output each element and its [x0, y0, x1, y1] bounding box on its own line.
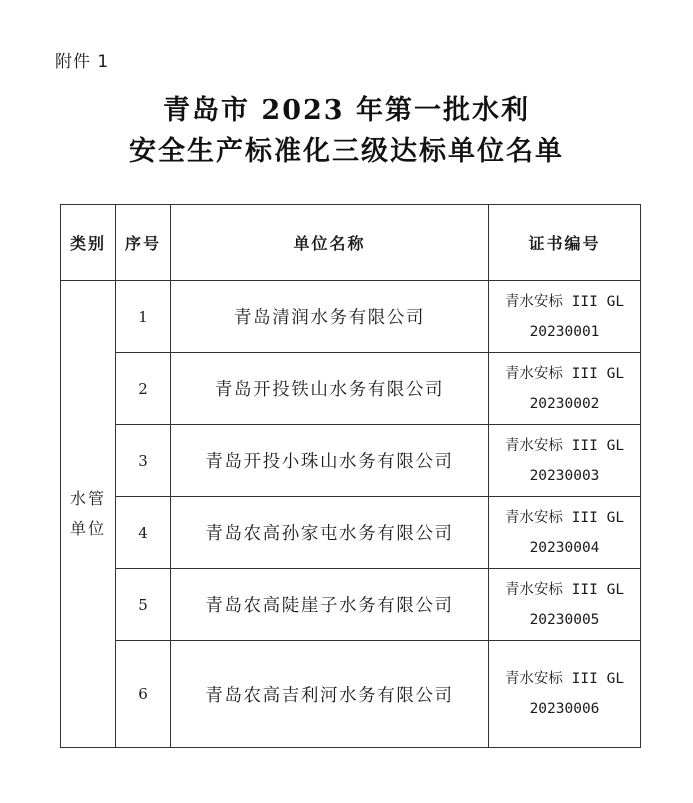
table-row [61, 569, 641, 641]
table-row [61, 497, 641, 569]
attachment-label: 附件 1 [55, 52, 110, 72]
cert-cell [489, 641, 641, 748]
seq-cell: 1 [116, 281, 171, 353]
unit-name-cell: 青岛清润水务有限公司 [171, 281, 489, 353]
seq-cell: 2 [116, 353, 171, 425]
category-line-1: 水管 [69, 489, 106, 508]
category-cell [61, 281, 116, 748]
header-unit-name: 单位名称 [171, 205, 489, 281]
document-title-line-2: 安全生产标准化三级达标单位名单 [129, 136, 564, 167]
unit-name-cell: 青岛开投铁山水务有限公司 [171, 353, 489, 425]
category-line-2: 单位 [69, 519, 106, 538]
cert-line-1: 青水安标 III GL [504, 509, 625, 526]
cert-cell [489, 497, 641, 569]
seq-cell: 3 [116, 425, 171, 497]
table-row [61, 281, 641, 353]
unit-name-cell: 青岛农高陡崖子水务有限公司 [171, 569, 489, 641]
cert-line-2: 20230004 [529, 539, 600, 556]
header-category: 类别 [61, 205, 116, 281]
cert-cell [489, 281, 641, 353]
cert-line-2: 20230006 [529, 701, 600, 717]
cert-cell [489, 569, 641, 641]
table-header-row [61, 205, 641, 281]
document-title-line-1: 青岛市 2023 年第一批水利 [163, 95, 530, 126]
cert-line-1: 青水安标 III GL [504, 293, 625, 310]
unit-list-table [60, 204, 641, 748]
cert-line-1: 青水安标 III GL [504, 365, 625, 382]
cert-line-2: 20230001 [529, 323, 600, 340]
cert-line-1: 青水安标 III GL [504, 671, 625, 687]
cert-cell [489, 425, 641, 497]
cert-line-2: 20230005 [529, 611, 600, 628]
seq-cell: 6 [116, 641, 171, 748]
unit-name-cell: 青岛农高吉利河水务有限公司 [171, 641, 489, 748]
cert-cell [489, 353, 641, 425]
table-row [61, 641, 641, 748]
cert-line-1: 青水安标 III GL [504, 581, 625, 598]
cert-line-2: 20230003 [529, 467, 600, 484]
header-cert-number: 证书编号 [489, 205, 641, 281]
cert-line-2: 20230002 [529, 395, 600, 412]
seq-cell: 4 [116, 497, 171, 569]
cert-line-1: 青水安标 III GL [504, 437, 625, 454]
unit-name-cell: 青岛农高孙家屯水务有限公司 [171, 497, 489, 569]
header-seq: 序号 [116, 205, 171, 281]
unit-name-cell: 青岛开投小珠山水务有限公司 [171, 425, 489, 497]
table-row [61, 425, 641, 497]
table-row [61, 353, 641, 425]
seq-cell: 5 [116, 569, 171, 641]
